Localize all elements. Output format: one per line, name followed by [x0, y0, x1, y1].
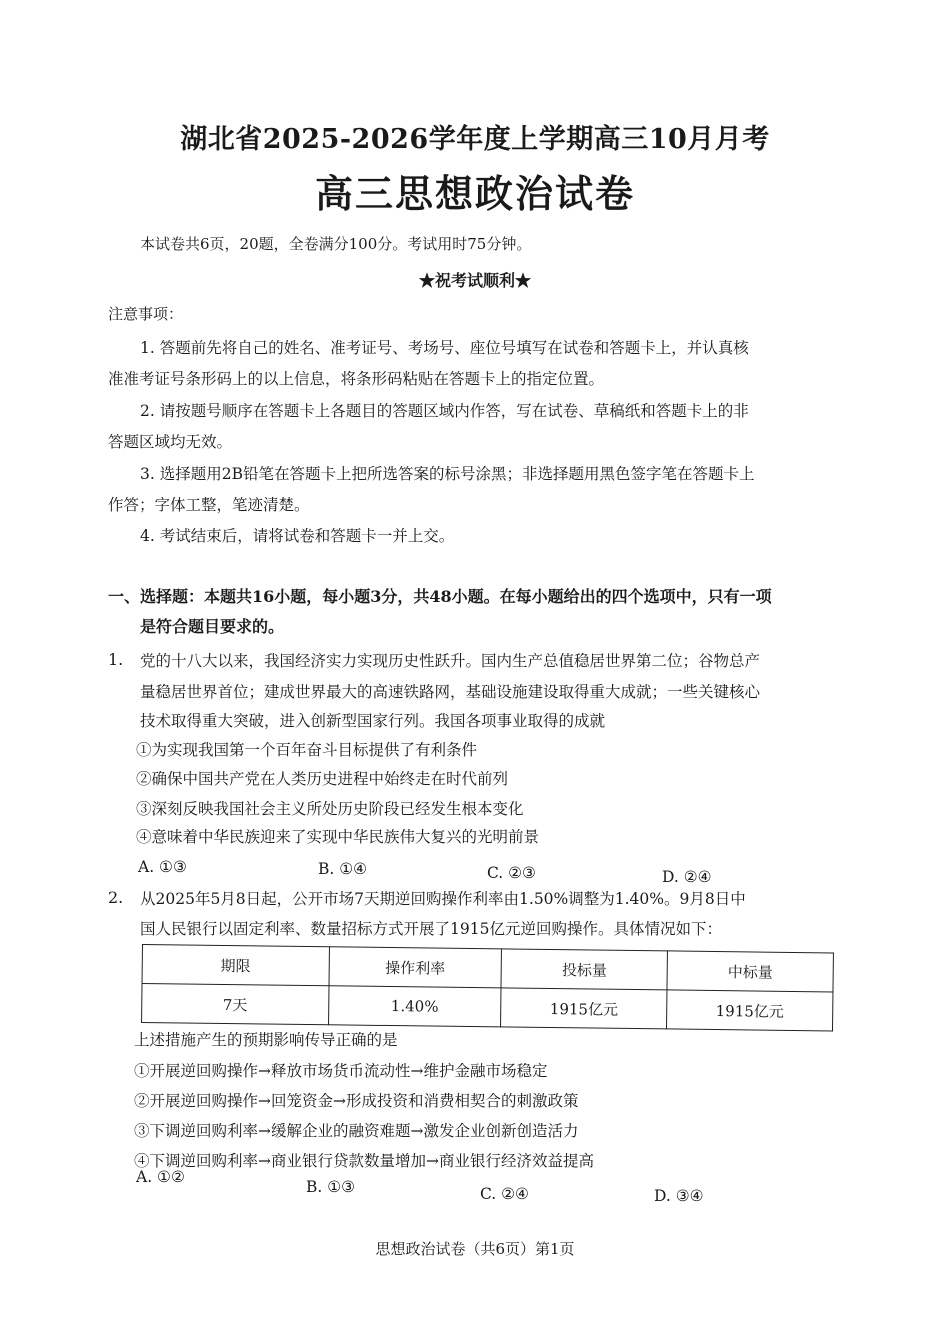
question1-option-c: C. ②③: [487, 864, 536, 882]
section1-heading-line2: 是符合题目要求的。: [140, 617, 285, 636]
question2-option-d: D. ③④: [654, 1187, 704, 1205]
question1-number: 1.: [108, 650, 124, 669]
question1-stem-line1: 党的十八大以来，我国经济实力实现历史性跃升。国内生产总值稳居世界第二位；谷物总产: [140, 652, 761, 670]
question1-statement1: ①为实现我国第一个百年奋斗目标提供了有利条件: [136, 741, 478, 759]
question1-option-b: B. ①④: [318, 860, 368, 878]
question2-statement4: ④下调逆回购利率→商业银行贷款数量增加→商业银行经济效益提高: [134, 1152, 594, 1170]
notice-item2-line1: 2. 请按题号顺序在答题卡上各题目的答题区域内作答，写在试卷、草稿纸和答题卡上的非: [140, 402, 749, 420]
notice-heading: 注意事项：: [108, 305, 184, 323]
page-footer: 思想政治试卷（共6页）第1页: [375, 1240, 575, 1258]
exam-title-line1: 湖北省2025-2026学年度上学期高三10月月考: [180, 124, 770, 155]
question1-option-d: D. ②④: [662, 868, 712, 886]
table-header-cell: 操作利率: [329, 947, 502, 988]
question1-statement4: ④意味着中华民族迎来了实现中华民族伟大复兴的光明前景: [136, 828, 540, 846]
question1-stem-line3: 技术取得重大突破，进入创新型国家行列。我国各项事业取得的成就: [140, 712, 606, 730]
table-header-cell: 中标量: [667, 951, 833, 992]
notice-item3-line2: 作答；字体工整，笔迹清楚。: [108, 496, 310, 514]
notice-item2-line2: 答题区域均无效。: [108, 433, 233, 451]
question2-option-b: B. ①③: [306, 1178, 356, 1196]
notice-item3-line1: 3. 选择题用2B铅笔在答题卡上把所选答案的标号涂黑；非选择题用黑色签字笔在答题卡上: [140, 465, 755, 483]
question1-statement3: ③深刻反映我国社会主义所处历史阶段已经发生根本变化: [136, 800, 524, 818]
question2-statement1: ①开展逆回购操作→释放市场货币流动性→维护金融市场稳定: [134, 1062, 548, 1080]
notice-item4: 4. 考试结束后，请将试卷和答题卡一并上交。: [140, 527, 455, 545]
reverse-repo-table: [141, 944, 834, 1031]
table-row: [142, 984, 833, 1031]
table-cell: 1.40%: [328, 986, 501, 1027]
notice-item1-line2: 准准考证号条形码上的以上信息，将条形码粘贴在答题卡上的指定位置。: [108, 370, 605, 388]
table-header-cell: 投标量: [501, 949, 667, 990]
question1-stem-line2: 量稳居世界首位；建成世界最大的高速铁路网，基础设施建设取得重大成就；一些关键核心: [140, 683, 761, 701]
question2-statement2: ②开展逆回购操作→回笼资金→形成投资和消费相契合的刺激政策: [134, 1092, 579, 1110]
question2-stem-line1: 从2025年5月8日起，公开市场7天期逆回购操作利率由1.50%调整为1.40%。9月8日中: [140, 890, 746, 908]
table-cell: 1915亿元: [501, 988, 667, 1029]
question1-option-a: A. ①③: [138, 858, 187, 876]
question2-stem-line2: 国人民银行以固定利率、数量招标方式开展了1915亿元逆回购操作。具体情况如下：: [140, 920, 722, 938]
question1-statement2: ②确保中国共产党在人类历史进程中始终走在时代前列: [136, 770, 509, 788]
table-cell: 1915亿元: [667, 990, 833, 1031]
table-cell: 7天: [142, 984, 329, 1025]
exam-info: 本试卷共6页，20题，全卷满分100分。考试用时75分钟。: [140, 235, 532, 253]
question2-option-a: A. ①②: [136, 1168, 185, 1186]
notice-item1-line1: 1. 答题前先将自己的姓名、准考证号、考场号、座位号填写在试卷和答题卡上，并认真核: [140, 339, 749, 357]
question2-option-c: C. ②④: [480, 1185, 529, 1203]
exam-title-line2: 高三思想政治试卷: [314, 171, 635, 216]
table-header-cell: 期限: [142, 945, 329, 986]
question2-lead: 上述措施产生的预期影响传导正确的是: [134, 1031, 398, 1049]
question2-statement3: ③下调逆回购利率→缓解企业的融资难题→激发企业创新创造活力: [134, 1122, 579, 1140]
question2-number: 2.: [108, 888, 124, 907]
good-luck-banner: ★祝考试顺利★: [418, 271, 531, 290]
section1-heading-line1: 一、选择题：本题共16小题，每小题3分，共48小题。在每小题给出的四个选项中，只有一项: [108, 587, 772, 606]
